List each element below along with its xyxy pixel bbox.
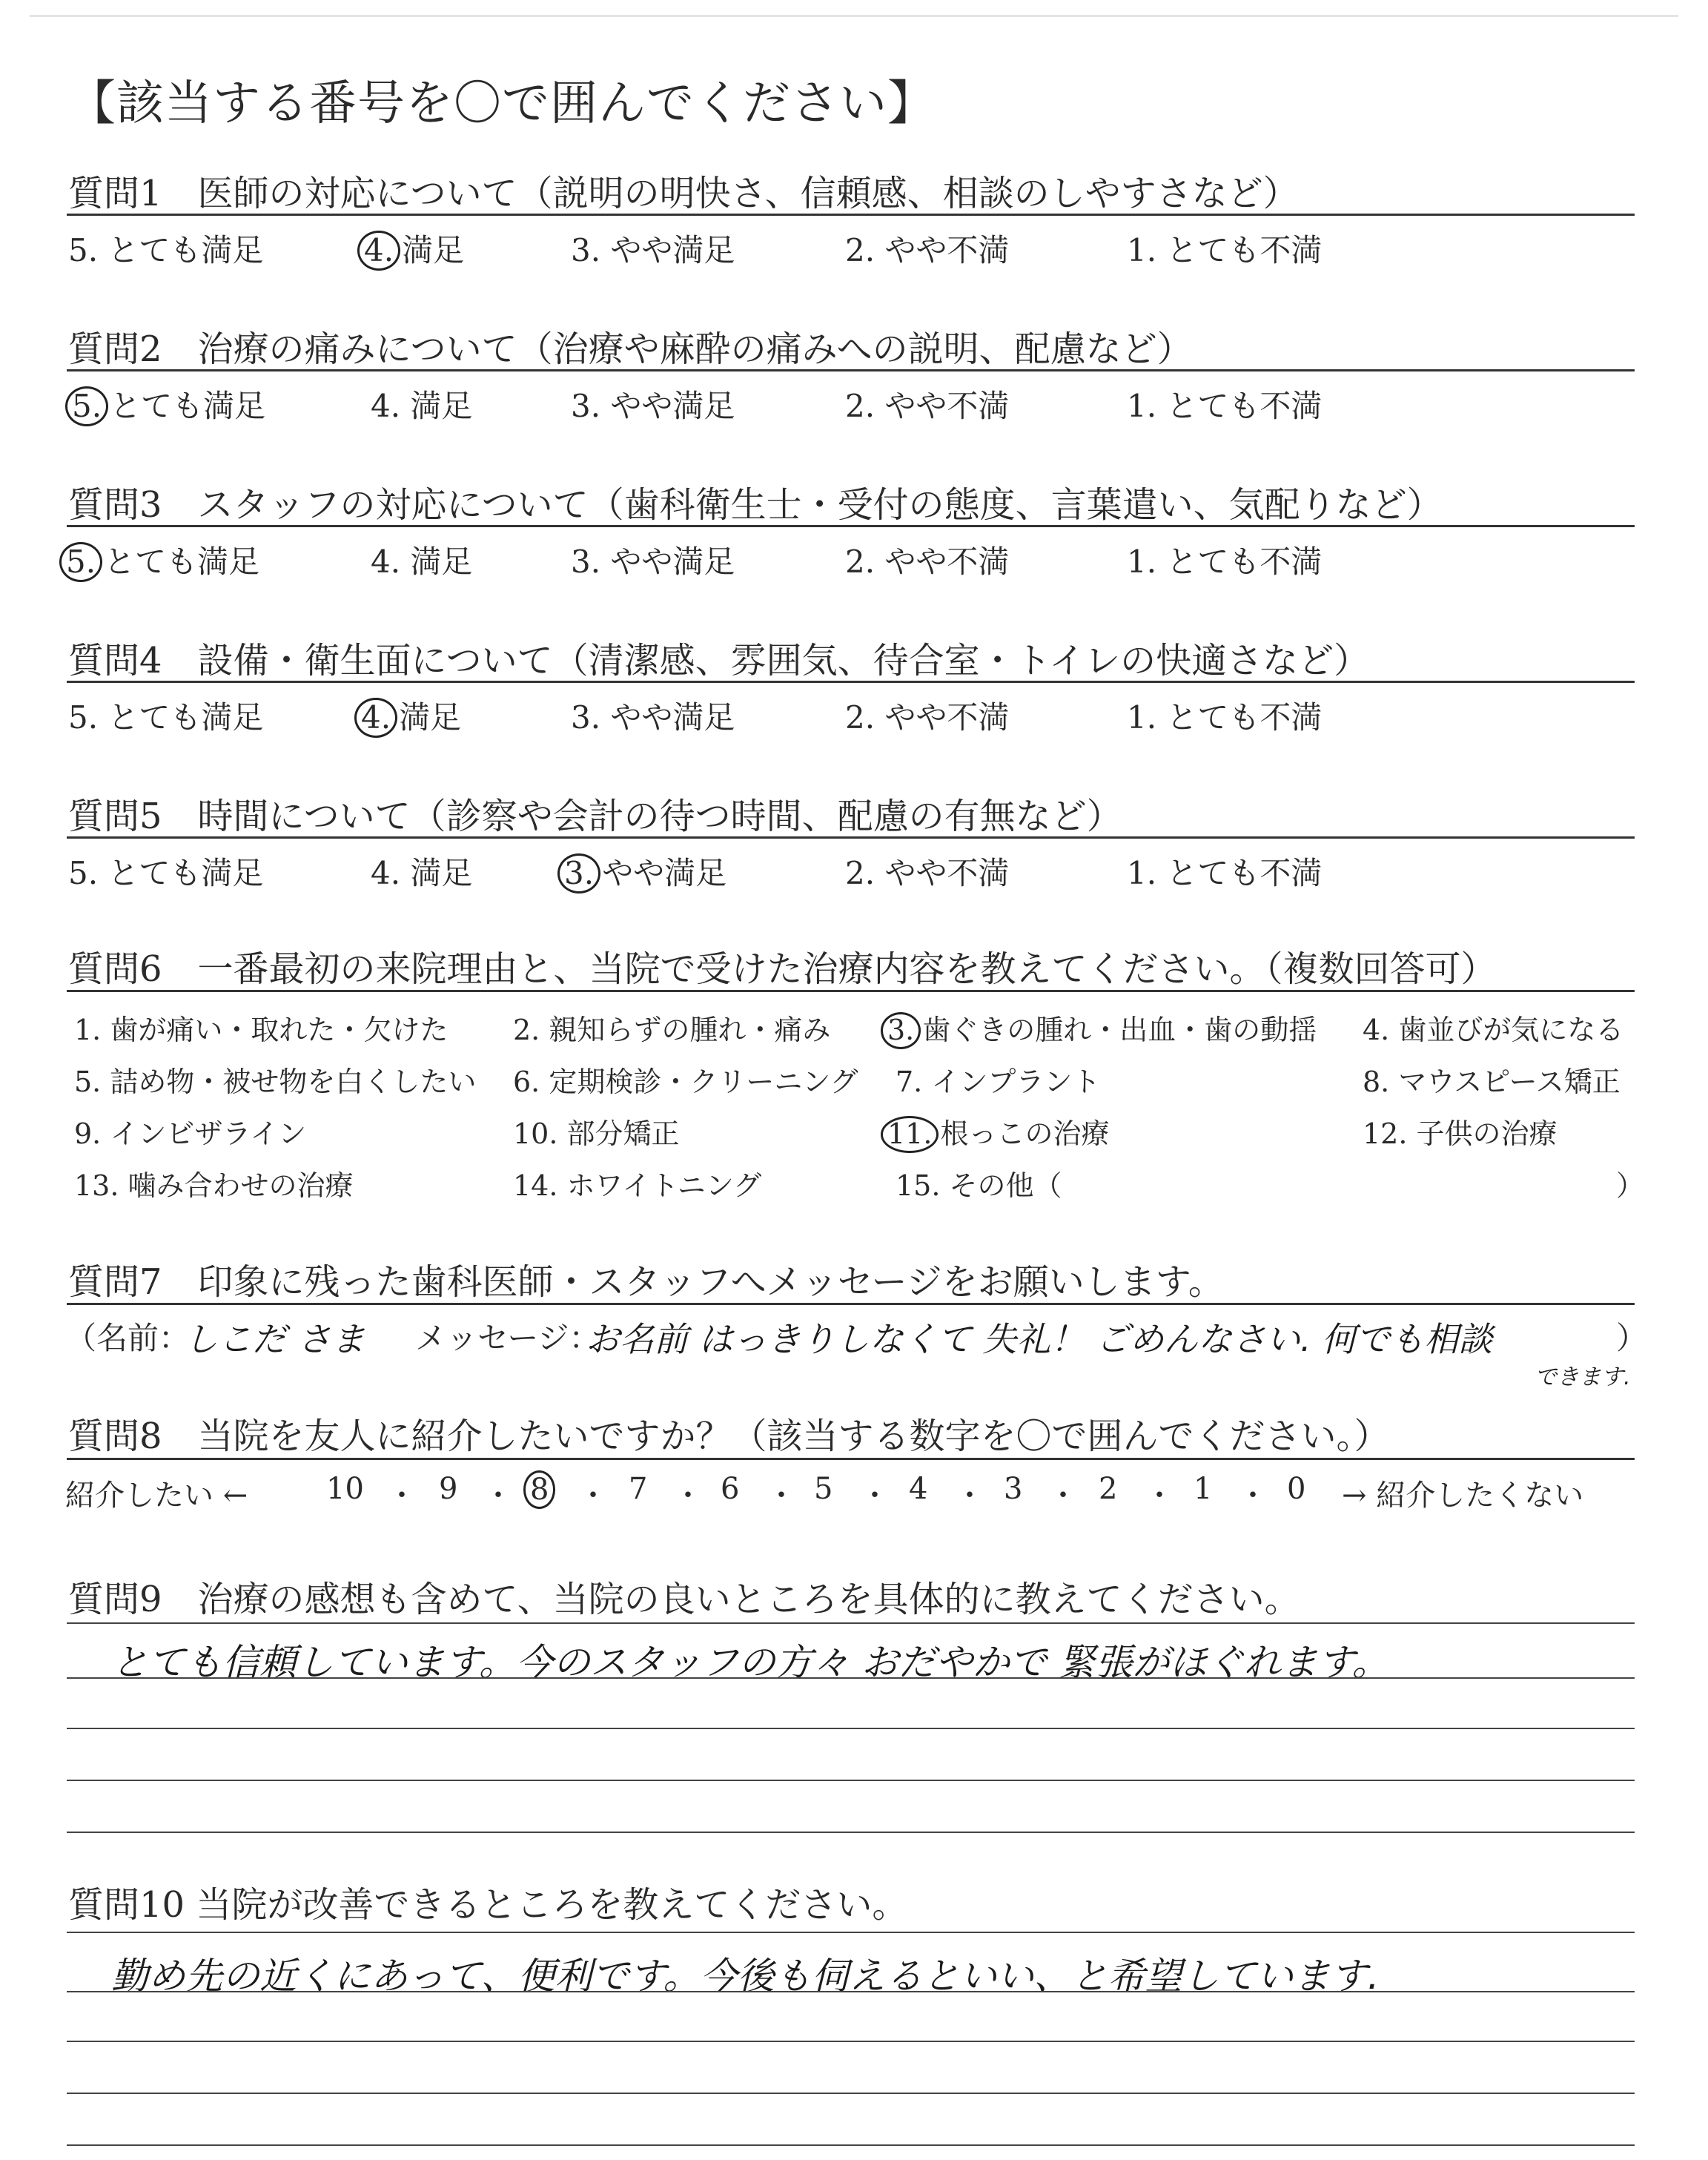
q6-item-8[interactable]: 8. マウスピース矯正 — [1363, 1066, 1621, 1098]
q8-scale-7[interactable]: 7 — [629, 1472, 648, 1506]
q4-option-3[interactable]: 3. やや満足 — [571, 699, 735, 736]
q8-dot: ・ — [767, 1479, 796, 1513]
q9-line-1 — [67, 1622, 1635, 1624]
q3-selected-circle: 5. — [59, 542, 102, 582]
question-5-rule — [67, 836, 1635, 839]
q5-option-1[interactable]: 1. とても不満 — [1127, 855, 1323, 891]
q8-dot: ・ — [387, 1479, 417, 1513]
question-1-rule — [67, 214, 1635, 216]
q4-option-2[interactable]: 2. やや不満 — [845, 699, 1010, 736]
q10-line-4 — [67, 2093, 1635, 2094]
q1-selected-circle: 4. — [357, 231, 400, 271]
question-9-label: 質問9 治療の感想も含めて、当院の良いところを具体的に教えてください。 — [68, 1579, 1300, 1620]
q8-scale-4[interactable]: 4 — [909, 1472, 928, 1506]
question-4-label: 質問4 設備・衛生面について（清潔感、雰囲気、待合室・トイレの快適さなど） — [68, 640, 1370, 681]
q3-option-4[interactable]: 4. 満足 — [371, 544, 473, 580]
question-2-label: 質問2 治療の痛みについて（治療や麻酔の痛みへの説明、配慮など） — [68, 328, 1193, 370]
q10-line-1 — [67, 1932, 1635, 1933]
q8-scale-3[interactable]: 3 — [1004, 1472, 1023, 1506]
q9-line-5 — [67, 1832, 1635, 1833]
q7-name-label: （名前： — [65, 1320, 191, 1356]
q1-option-5[interactable]: 5. とても満足 — [68, 232, 264, 268]
q6-item-6[interactable]: 6. 定期検診・クリーニング — [513, 1066, 858, 1098]
q6-item-4[interactable]: 4. 歯並びが気になる — [1363, 1014, 1624, 1046]
q1-option-4[interactable]: 4. 満足 — [357, 226, 464, 271]
q4-option-1[interactable]: 1. とても不満 — [1127, 699, 1323, 736]
q6-other-close-paren: ） — [1616, 1169, 1645, 1202]
q8-dot: ・ — [1048, 1479, 1078, 1513]
q3-option-1[interactable]: 1. とても不満 — [1127, 544, 1323, 580]
q6-item-2[interactable]: 2. 親知らずの腫れ・痛み — [513, 1014, 831, 1046]
q2-option-5[interactable]: 5. とても満足 — [65, 382, 265, 426]
q9-line-2 — [67, 1677, 1635, 1679]
q8-scale-9[interactable]: 9 — [439, 1472, 458, 1506]
question-2-rule — [67, 369, 1635, 371]
question-3-label: 質問3 スタッフの対応について（歯科衛生士・受付の態度、言葉遣い、気配りなど） — [68, 484, 1443, 526]
q6-item-13[interactable]: 13. 噛み合わせの治療 — [74, 1169, 354, 1202]
q6-item-15[interactable]: 15. その他（ — [896, 1169, 1062, 1202]
q2-option-4[interactable]: 4. 満足 — [371, 388, 473, 424]
q8-dot: ・ — [483, 1479, 513, 1513]
q8-scale-5[interactable]: 5 — [814, 1472, 833, 1506]
q10-line-3 — [67, 2041, 1635, 2042]
q6-item-11-circle: 11. — [881, 1116, 939, 1153]
top-border — [30, 15, 1678, 17]
question-8-label: 質問8 当院を友人に紹介したいですか？（該当する数字を〇で囲んでください。） — [68, 1416, 1390, 1457]
q10-line-5 — [67, 2144, 1635, 2146]
question-5-label: 質問5 時間について（診察や会計の待つ時間、配慮の有無など） — [68, 796, 1122, 837]
q6-item-9[interactable]: 9. インビザライン — [74, 1117, 307, 1150]
q8-dot: ・ — [860, 1479, 890, 1513]
q6-item-14[interactable]: 14. ホワイトニング — [513, 1169, 762, 1202]
question-7-rule — [67, 1303, 1635, 1305]
q6-item-11[interactable]: 11. 根っこの治療 — [881, 1111, 1109, 1153]
question-8-rule — [67, 1458, 1635, 1460]
q8-scale-6[interactable]: 6 — [721, 1472, 740, 1506]
q9-line-3 — [67, 1728, 1635, 1729]
question-3-rule — [67, 525, 1635, 527]
q8-dot: ・ — [1145, 1479, 1174, 1513]
q5-option-4[interactable]: 4. 満足 — [371, 855, 473, 891]
q9-answer[interactable]: とても信頼しています。今のスタッフの方々 おだやかで 緊張がほぐれます。 — [111, 1641, 1389, 1684]
q5-option-3[interactable]: 3. やや満足 — [557, 849, 726, 894]
q2-selected-circle: 5. — [65, 386, 108, 426]
q7-message-label: メッセージ： — [415, 1320, 600, 1356]
q4-option-5[interactable]: 5. とても満足 — [68, 699, 264, 736]
question-1-label: 質問1 医師の対応について（説明の明快さ、信頼感、相談のしやすさなど） — [68, 173, 1299, 214]
q6-item-5[interactable]: 5. 詰め物・被せ物を白くしたい — [74, 1066, 477, 1098]
q3-option-5[interactable]: 5. とても満足 — [59, 538, 259, 582]
q3-option-2[interactable]: 2. やや不満 — [845, 544, 1010, 580]
q3-option-3[interactable]: 3. やや満足 — [571, 544, 735, 580]
q6-item-7[interactable]: 7. インプラント — [896, 1066, 1101, 1098]
q10-line-2 — [67, 1991, 1635, 1992]
q2-option-3[interactable]: 3. やや満足 — [571, 388, 735, 424]
q4-selected-circle: 4. — [354, 698, 397, 738]
q6-item-12[interactable]: 12. 子供の治療 — [1363, 1117, 1558, 1150]
q6-item-3[interactable]: 3. 歯ぐきの腫れ・出血・歯の動揺 — [881, 1007, 1317, 1049]
q10-answer[interactable]: 勤め先の近くにあって、便利です。今後も伺えるといい、と希望しています. — [111, 1955, 1380, 1998]
q1-option-1[interactable]: 1. とても不満 — [1127, 232, 1323, 268]
q8-scale-8[interactable] — [523, 1470, 557, 1509]
question-4-rule — [67, 681, 1635, 683]
q8-scale-0[interactable]: 0 — [1287, 1472, 1306, 1506]
q8-right-label: → 紹介したくない — [1342, 1479, 1584, 1513]
question-6-label: 質問6 一番最初の来院理由と、当院で受けた治療内容を教えてください。（複数回答可） — [68, 948, 1497, 990]
q8-scale-2[interactable]: 2 — [1099, 1472, 1118, 1506]
q8-scale-1[interactable]: 1 — [1194, 1472, 1213, 1506]
q7-close-paren: ） — [1616, 1320, 1648, 1356]
q6-item-1[interactable]: 1. 歯が痛い・取れた・欠けた — [74, 1014, 448, 1046]
q8-dot: ・ — [1238, 1479, 1268, 1513]
q6-item-10[interactable]: 10. 部分矯正 — [513, 1117, 680, 1150]
q8-dot: ・ — [955, 1479, 984, 1513]
q6-item-3-circle: 3. — [881, 1012, 921, 1049]
question-10-label: 質問10 当院が改善できるところを教えてください。 — [68, 1884, 908, 1926]
q2-option-2[interactable]: 2. やや不満 — [845, 388, 1010, 424]
q8-dot: ・ — [673, 1479, 703, 1513]
q7-message-value[interactable]: お名前 はっきりしなくて 失礼！ ごめんなさい. 何でも相談 — [586, 1319, 1493, 1359]
q5-option-5[interactable]: 5. とても満足 — [68, 855, 264, 891]
q8-selected-circle: 8 — [523, 1470, 555, 1509]
q9-line-4 — [67, 1780, 1635, 1781]
q7-name-value[interactable]: しこだ さま — [184, 1319, 365, 1359]
q8-dot: ・ — [578, 1479, 608, 1513]
q5-selected-circle: 3. — [557, 853, 600, 894]
q2-option-1[interactable]: 1. とても不満 — [1127, 388, 1323, 424]
q8-scale-10[interactable]: 10 — [326, 1472, 364, 1506]
form-title: 【該当する番号を〇で囲んでください】 — [68, 76, 936, 131]
q5-option-2[interactable]: 2. やや不満 — [845, 855, 1010, 891]
q8-left-label: 紹介したい ← — [65, 1479, 248, 1513]
question-7-label: 質問7 印象に残った歯科医師・スタッフへメッセージをお願いします。 — [68, 1261, 1224, 1303]
q1-option-2[interactable]: 2. やや不満 — [845, 232, 1010, 268]
q4-option-4[interactable]: 4. 満足 — [354, 693, 461, 738]
q1-option-3[interactable]: 3. やや満足 — [571, 232, 735, 268]
q7-message-continuation: できます. — [1535, 1364, 1631, 1390]
question-6-rule — [67, 990, 1635, 992]
